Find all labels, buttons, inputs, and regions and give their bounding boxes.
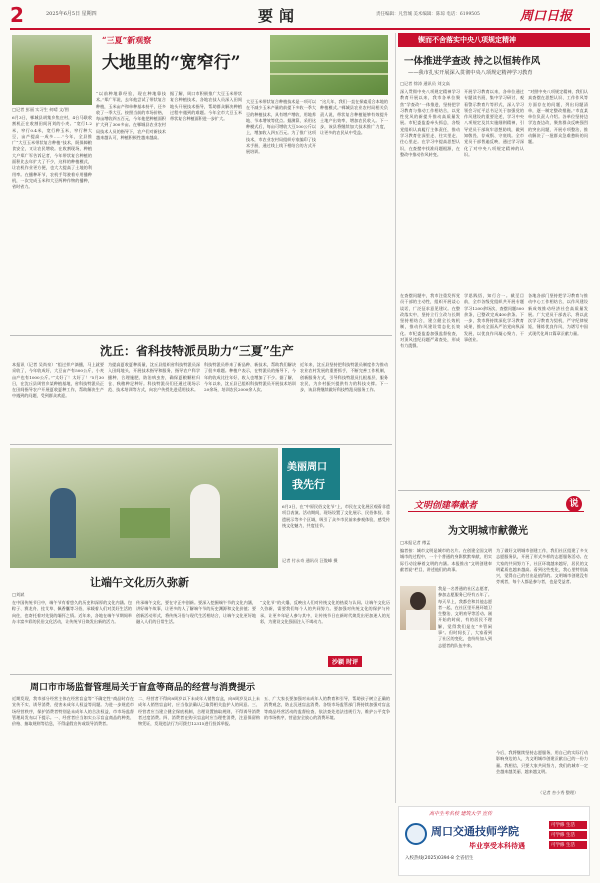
badge-line-1: 美丽周口 [287, 462, 327, 473]
civility-tag [408, 496, 584, 512]
article-1-title: 大地里的“宽窄行” [102, 53, 241, 73]
column-tag: 沙颖 时评 [328, 656, 362, 667]
article-2-title: 沈丘：省科技特派员助力“三夏”生产 [100, 344, 294, 358]
article-2 [10, 340, 390, 442]
article-3-title: 让端午文化历久弥新 [90, 576, 189, 589]
masthead-logo: 周口日报 [520, 9, 573, 24]
right-top-body: 各地各部门坚持把学习教育与推动中心工作相结合，以作风建设新成效推动经济社会高质量发展。广大党员干部表示，将以此次学习教育为契机，严守纪律规矩，锤炼优良作风，为谱写中国式现代化周口篇章贡献力量。 [528, 293, 588, 336]
article-4-body: 五、广大家长要加强对未成年人的教育和引导，帮助孩子树立正确的消费观念，防止沉迷盲盒消费。各级市场监管部门将持续加强对盲盒等商品经营活动的监督检查，依法查处违法违规行为，维护公平竞争的市场秩序，营造安全放心的消费环境。 [264, 696, 390, 720]
article-1-body: “以前种地靠经验，现在种地靠技术。”郑广军说，去年他尝试了带状复合种植，玉米亩产和单种基本持平，还多收了一季大豆。按照当前的市场价格，每亩增收四五百元，今年他把种植面积扩大到了300多亩。在郸城县农业农村局技术人员的指导下，农户们对新技术越来越认可，种植积极性越来越高。 [96, 91, 166, 141]
school-ad-list-item: 可学修 生活 [549, 841, 587, 849]
school-ad-list-item: 可学修 生活 [549, 821, 587, 829]
school-ad [398, 806, 590, 876]
article-3-byline: □刘斌 [12, 592, 25, 597]
article-2-body: 为提高夏收夏种质量，沈丘县组织省科技特派员深入田间地头，开展技术指导和服务，指导农户科学播种、合理施肥、防治病虫害，确保夏粮颗粒归仓、秋粮种足种好。科技特派员们还通过现场示范、技术培训等方式，向农户传授先进适用技术。 [108, 362, 200, 393]
article-2-body: 本报讯（记者 吴尚泉）“组过拌产滴播，马上就要采收了，今年收成好，大豆亩产有500公斤，小麦亩产也有1000公斤。”“太好了！太好了！”5月30日，在沈丘县周营乡某种植基地，省科技特派员正在田间指导农户开展夏收夏种工作，帮助解决生产中遇到的问题，受到群众欢迎。 [12, 362, 104, 399]
school-ad-list [549, 821, 587, 849]
right-top-byline: □记者 徐涛 通讯员 刘文高 [400, 81, 450, 86]
right-mid-title: 为文明城市献微光 [448, 526, 528, 537]
masthead-rule [10, 28, 590, 30]
article-4-title: 周口市市场监督管理局关于盲盒等商品的经营与消费提示 [30, 683, 256, 693]
school-ad-phone: 入校热线(2025)0394-8 全省招生 [405, 856, 474, 861]
right-mid-byline: □本报记者 傅孟 [400, 540, 431, 545]
article-3 [10, 572, 392, 672]
article-4-body: 近期发现，我市部分经营主体在经营盲盒等“不确定性”商品时存在宣传不实、诱导消费、侵害未成年人权益等问题。为进一步规范市场经营秩序，保护消费者特别是未成年人的合法权益，市市场监督管理局发布以下提示。一、经营者应当如实公示盲盒商品的种类、价格、抽取规则等信息，不得虚假宣传或误导消费者。 [12, 696, 134, 727]
article-2-body: 科技特派员带来了新品种、新技术，帮助我们解决了很多难题。种植户表示，在特派员的指导下，今年的收成比往年好，收入也增加了不少。据了解，今年以来，沈丘县已组织科技特派员开展技术培训20余场，培训农民2000余人次。 [204, 362, 296, 393]
badge-line-2: 我先行 [292, 478, 325, 491]
article-1-body: 6月3日，郸城县胡集乡焦庄村，4台马联收割机正在收割田间河刘的小麦。“宽行1.2米，窄行0.4米，宽行种玉米，窄行种大豆，亩产提高一成多……”今年，全县推广“大豆玉米带状复合种植”技术，既保障粮食安全，又让农民增收。在收割现场，种植大户郑广军告诉记者，今年带状复合种植的面积比去年扩大了不少，这样的种植模式，让农机作业更方便，也大大提高了土地的利用率。在播种环节，农机手驾驶着专用播种机，一次完成玉米和大豆两种作物的播种，省时省力。 [12, 115, 92, 190]
article-1-body: 大豆玉米带状复合种植技术是一项可以在不减少玉米产量的前提下多收一季大豆的种植技术，具有增产增收、用地养地、节本增效等优点。据测算，采用这种模式后，每亩可增收大豆100公斤以上，增加收入四五百元。为了推广这项技术，市农业农村局组织专家编印了技术手册，通过线上线下相结合的方式开展培训。 [246, 99, 316, 155]
article-3-body: “文化节”的火爆，反映出人们对传统文化的热爱与认同。让端午文化历久弥新，需要我们每个人的共同努力。要加强对传统文化的保护与传承，让更多年轻人参与其中，让传统节日在新时代焕发出更加迷人的光彩，为建设文化强国注入不竭动力。 [260, 600, 390, 624]
article-1 [10, 33, 390, 333]
divider [10, 674, 392, 675]
right-top-body: “对照中央八项规定精神，我们认真查摆在思想认识、工作作风等方面存在的问题，列出问题清单，逐一制定整改措施。”市直某单位负责人介绍。各单位坚持边学边查边改，聚焦群众反映强烈的突出问题，开展专项整治，推动解决了一批群众急难愁盼的问题。 [528, 89, 588, 145]
school-ad-list-item: 可学修 生活 [549, 831, 587, 839]
article-1-byline: □记者 彭丽 实习生 何晴 文/图 [12, 107, 69, 112]
right-mid-credit: （记者 杏小秀 整理） [538, 790, 579, 795]
volunteer-portrait [400, 586, 436, 630]
beautiful-zhoukou-badge [282, 448, 340, 500]
article-3-body: 在中国传统节日中，端午节有着悠久的历史和深厚的文化内涵。包粽子、赛龙舟、挂艾草、佩香囊等习俗，承载着人们对美好生活的向往，也寄托着对先贤的缅怀之情。近年来，各地在端午节期间举办丰富多彩的民俗文化活动，让传统节日焕发出新的活力。 [12, 600, 132, 624]
article-1-body: “这几年，我们一直在探索适合本地的种植模式。”郸城县农业农村局相关负责人说，带状复合种植能够有效提升土地产出效率，增加农民收入。下一步，该县将继续加大技术推广力度，让更多的农民从中受益。 [320, 99, 388, 136]
civility-tag-char: 说 [566, 496, 582, 512]
ad-box [282, 448, 392, 570]
divider [10, 444, 392, 445]
festival-photo [10, 448, 278, 568]
section-title: 要闻 [258, 7, 301, 25]
school-ad-name: 周口交通技师学院 [431, 825, 519, 838]
right-mid-body: 为了做好文明城市创建工作，我们社区组建了多支志愿服务队，开展了形式多样的志愿服务活动。在大家的共同努力下，社区环境越来越好，居民的文明素质也越来越高。看到这些变化，我心里特别高兴，觉得自己的付出是值得的。文明城市创建没有旁观者，每个人都是参与者，也是受益者。 [496, 548, 588, 585]
page-number: 2 [10, 3, 24, 27]
photo-credit: 记者 付永奇 通讯员 汪俊峰 摄 [282, 558, 338, 563]
article-4-body: 二、经营者不得向8周岁以下未成年人销售盲盒，向8周岁及以上未成年人销售盲盒时，应当依法确认已取得相关监护人的同意。三、经营者应当建立健全保底机制，合理设置抽取规则，不得诱导消费者过度消费。四、消费者在购买盲盒时应当理性消费，注意保留购物凭证，发现违法行为可拨打12315进行投诉举报。 [138, 696, 260, 727]
photo-caption: 6月3日，在“中原民俗文化节”上，市民在文化展区观看非遗项目表演。活动期间，现场设置了文化展示、民俗体验、非遗展示等多个区域，吸引了众多市民前来参观体验，感受传统文化魅力，共度佳节。 [282, 504, 390, 528]
editors-line: 责任编辑：凡营城 美术编辑：陈琼 电话：6199505 [376, 12, 480, 17]
right-mid-body: 我是一名普通的社区志愿者，参加志愿服务已经有五年了。每天早上，我都会和其他志愿者一起，在社区里开展环境卫生整治、文明劝导等活动。刚开始的时候，有的居民不理解，觉得我们是在“多管闲事”。但时间长了，大家看到了社区的变化，也纷纷加入到志愿者的队伍中来。 [438, 586, 492, 648]
series-banner [398, 33, 590, 47]
article-1-kicker: “三夏”新观察 [102, 35, 152, 45]
right-top-body: 在查摆问题中，我市注重发挥党员干部的主动性，组织开展谈心谈话，广泛征求意见建议。在整改落实中，坚持立行立改与长期坚持相结合，建立健全长效机制，推动作风建设常态化长效化。市纪委监委加强监督检查，对顶风违纪问题严肃查处，形成有力震慑。 [400, 293, 460, 349]
right-mid-intro: 编者按：城市文明是城市的名片。在创建全国文明城市的过程中，一个个普通的身影默默奉献，用实际行动诠释着文明的内涵。本报推出“文明创建奉献者说”栏目，讲述他们的故事。 [400, 548, 492, 572]
right-top-body: 学思践悟，知行合一。截至目前，全市各级党组织共开展专题学习1200余场次，查摆问题500余条，已整改完成400余条。下一步，我市将持续深化学习教育成果，推动全面从严治党向纵深发展，以优良作风凝心聚力、干事创业。 [464, 293, 524, 343]
divider [398, 490, 590, 491]
right-top-body: 深入贯彻中央八项规定精神学习教育开展以来，我市各单位聚焦“学查改”一体推进，坚持把学习教育与推动工作相结合，以党性党风的新提升推动高质量发展。市纪委监委牵头抓总，各级党组织认真履行主体责任，推动学习教育往深里走、往实里走、往心里走。在学习中提高思想认识，在查摆中找准问题根源，在整改中推动作风转变。 [400, 89, 460, 157]
school-ad-top: 高中生考名校 建筑大学 宣传 [429, 811, 493, 817]
civility-tag-text: 文明创建奉献者 [414, 501, 478, 511]
divider [10, 335, 392, 336]
right-top [398, 33, 590, 488]
field-rows-photo [270, 35, 388, 95]
right-top-subtitle: ——我市扎实开展深入贯彻中央八项规定精神学习教育 [408, 70, 533, 76]
school-ad-sub: 毕业享受本科待遇 [469, 841, 525, 850]
article-2-body: 近年来，沈丘县坚持把科技特派员制度作为推动农业农村发展的重要抓手，不断完善工作机制，创新服务方式，引导科技特派员扎根基层、服务农民，为乡村振兴提供有力的科技支撑。下一步，该县将继续做好科技特派员服务工作。 [300, 362, 388, 393]
article-4 [10, 678, 392, 874]
school-ad-seal [405, 823, 427, 845]
article-1-body: 据了解，周口市积极推广大豆玉米带状复合种植技术，各地农技人员深入田间地头开展技术指导，帮助群众解决种植过程中遇到的难题。今年全市大豆玉米带状复合种植面积进一步扩大。 [170, 91, 242, 122]
right-mid-body: 今后，我将继续坚持志愿服务，用自己的实际行动影响身边的人，为文明城市创建贡献自己的一份力量。我相信，只要大家共同努力，我们的城市一定会越来越美丽、越来越文明。 [496, 750, 588, 774]
column-divider [395, 33, 396, 803]
right-top-body: 开展学习教育以来，各单位通过专题读书班、集中学习研讨、观看警示教育片等形式，深入学习领会习近平总书记关于加强党的作风建设的重要论述，学习中央八项规定及其实施细则精神，引导党员干部筑牢思想防线，做到知敬畏、存戒惧、守底线。全市党员干部普遍反映，通过学习深化了对中央八项规定精神的认识。 [464, 89, 524, 157]
right-top-title: 一体推进学查改 持之以恒转作风 [404, 56, 541, 67]
date-line: 2025年6月5日 星期四 [46, 11, 97, 17]
article-3-body: 传承端午文化，要在守正中创新。要深入挖掘端午节的文化内涵，讲好端午故事，让更多的人了解端午节的历史渊源和文化价值；要创新活动形式，将传统习俗与现代生活相结合，让端午文化更好地融入人们的日常生活。 [136, 600, 256, 624]
series-banner-text: 锲而不舍落实中央八项规定精神 [418, 35, 516, 44]
wheat-harvest-photo [12, 35, 92, 105]
right-mid [398, 494, 590, 804]
masthead [0, 0, 600, 28]
